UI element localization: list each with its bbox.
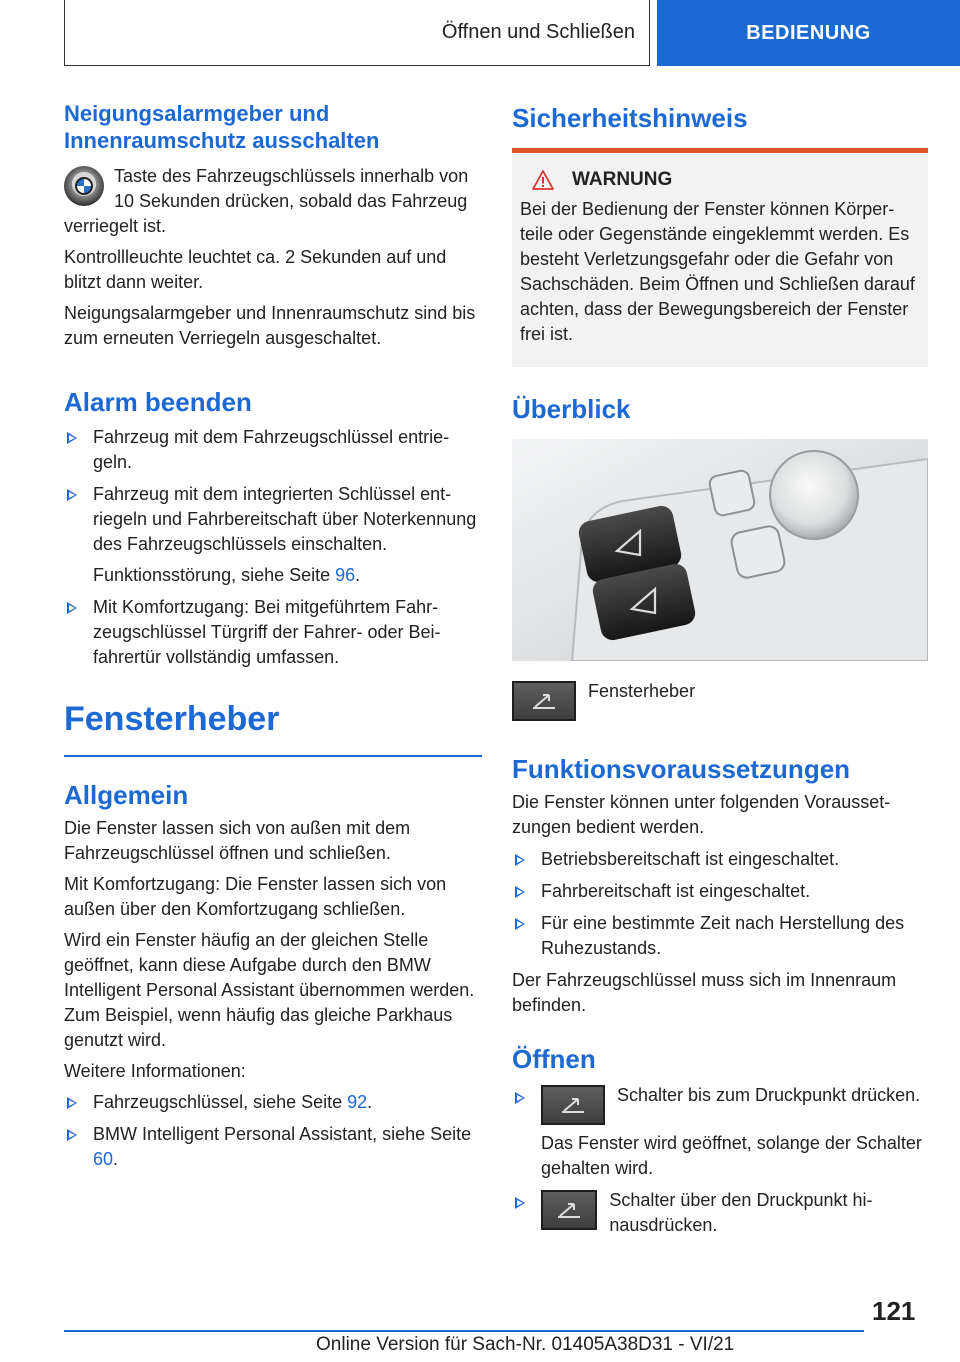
- overview-legend: [512, 681, 928, 721]
- list-item: Schalter bis zum Druckpunkt drücken. Das Fenster wird geöffnet, solange der Schalter gehalten wird.: [512, 1085, 928, 1181]
- heading-open: Öffnen: [512, 1044, 596, 1074]
- window-lifter-icon: [512, 681, 576, 721]
- bullet-triangle-icon: [67, 1097, 77, 1109]
- list-item: Für eine bestimmte Zeit nach Herstellung des Ruhezustands.: [512, 911, 928, 961]
- window-lifter-icon: [541, 1085, 605, 1125]
- left-column: [64, 100, 482, 1172]
- section-title: BEDIENUNG: [746, 21, 871, 44]
- list-item: Fahrzeug mit dem integrierten Schlüssel entriegeln und Fahrbereitschaft über Noterkennung des Fahrzeugschlüssels einschalten. Funktionsstörung, siehe Seite 96.: [64, 482, 482, 588]
- windows-p2: Mit Komfortzugang: Die Fenster lassen sich von außen über den Komfortzugang schließen.: [64, 874, 447, 919]
- list-item: Betriebsbereitschaft ist eingeschaltet.: [512, 847, 928, 872]
- open-list: [512, 1085, 928, 1238]
- alarm-end-list: [64, 425, 482, 670]
- heading-alarm-off: Neigungsalarmgeber und Innenraumschutz ausschalten: [64, 101, 380, 153]
- footer-rule: [64, 1330, 864, 1332]
- bullet-triangle-icon: [515, 1092, 525, 1104]
- list-item: Mit Komfortzugang: Bei mitgeführtem Fahrzeugschlüssel Türgriff der Fahrer- oder Beifahrertür vollständig umfassen.: [64, 595, 482, 670]
- list-item: Fahrzeugschlüssel, siehe Seite 92.: [64, 1090, 482, 1115]
- window-switch-illustration: [512, 439, 928, 661]
- bullet-triangle-icon: [67, 1129, 77, 1141]
- page-link-96[interactable]: 96: [335, 565, 356, 585]
- window-lifter-label: Fensterheber: [588, 681, 696, 701]
- heading-safety: Sicherheitshinweis: [512, 103, 748, 133]
- windows-p4: Weitere Informationen:: [64, 1061, 246, 1081]
- page-link-92[interactable]: 92: [347, 1092, 368, 1112]
- list-item: Schalter über den Druckpunkt hinausdrücken.: [512, 1190, 928, 1238]
- bullet-triangle-icon: [67, 602, 77, 614]
- chapter-tab: [64, 0, 650, 66]
- heading-general: Allgemein: [64, 780, 189, 810]
- bmw-key-icon: [64, 166, 104, 206]
- list-item: Fahrzeug mit dem Fahrzeugschlüssel entriegeln.: [64, 425, 482, 475]
- heading-rule: [64, 755, 482, 757]
- section-tab: [657, 0, 960, 66]
- prereq-p1: Die Fenster können unter folgenden Voraussetzungen bedient werden.: [512, 792, 891, 837]
- alarm-off-block: [64, 164, 482, 239]
- bullet-triangle-icon: [67, 489, 77, 501]
- page-number: 121: [872, 1296, 916, 1326]
- prereq-p2: Der Fahrzeugschlüssel muss sich im Innenraum befinden.: [512, 970, 897, 1015]
- footer-text: Online Version für Sach-Nr. 01405A38D31 - VI/21: [316, 1334, 735, 1355]
- window-switch-photo: [512, 439, 928, 661]
- warning-text: Bei der Bedienung der Fenster können Körperteile oder Gegenstände eingeklemmt werden. Es besteht Verletzungsgefahr oder die Gefahr von Sachschäden. Beim Öffnen und Schließen darauf achten, dass der Bewegungsbereich der Fenster frei ist.: [520, 199, 915, 344]
- heading-windows: Fensterheber: [64, 700, 280, 738]
- heading-alarm-end: Alarm beenden: [64, 387, 252, 417]
- warning-title: WARNUNG: [532, 169, 920, 191]
- warning-box: [512, 153, 928, 367]
- chapter-title: Öffnen und Schließen: [441, 21, 635, 43]
- warning-icon: [532, 170, 554, 190]
- alarm-off-p1: Taste des Fahrzeugschlüssels innerhalb von 10 Sekunden drücken, sobald das Fahrzeug verriegelt ist.: [64, 166, 469, 236]
- window-lifter-icon: [541, 1190, 597, 1230]
- bullet-triangle-icon: [515, 854, 525, 866]
- list-item: BMW Intelligent Personal Assistant, siehe Seite 60.: [64, 1122, 482, 1172]
- alarm-off-p3: Neigungsalarmgeber und Innenraumschutz sind bis zum erneuten Verriegeln ausgeschaltet.: [64, 303, 476, 348]
- windows-list: [64, 1090, 482, 1172]
- heading-overview: Überblick: [512, 394, 631, 424]
- heading-prerequisites: Funktionsvoraussetzungen: [512, 754, 851, 784]
- bullet-triangle-icon: [67, 432, 77, 444]
- right-column: [512, 100, 928, 1238]
- bullet-triangle-icon: [515, 886, 525, 898]
- list-item: Fahrbereitschaft ist eingeschaltet.: [512, 879, 928, 904]
- alarm-off-p2: Kontrollleuchte leuchtet ca. 2 Sekunden auf und blitzt dann weiter.: [64, 247, 447, 292]
- bullet-triangle-icon: [515, 1197, 525, 1209]
- windows-p1: Die Fenster lassen sich von außen mit dem Fahrzeugschlüssel öffnen und schließen.: [64, 818, 411, 863]
- page-link-60[interactable]: 60: [93, 1149, 114, 1169]
- windows-p3: Wird ein Fenster häufig an der gleichen Stelle geöffnet, kann diese Aufgabe durch den BMW Intelligent Personal Assistant übernommen werden. Zum Beispiel, wenn häufig das gleiche Parkhaus genutzt wird.: [64, 930, 475, 1050]
- bullet-triangle-icon: [515, 918, 525, 930]
- prereq-list: [512, 847, 928, 961]
